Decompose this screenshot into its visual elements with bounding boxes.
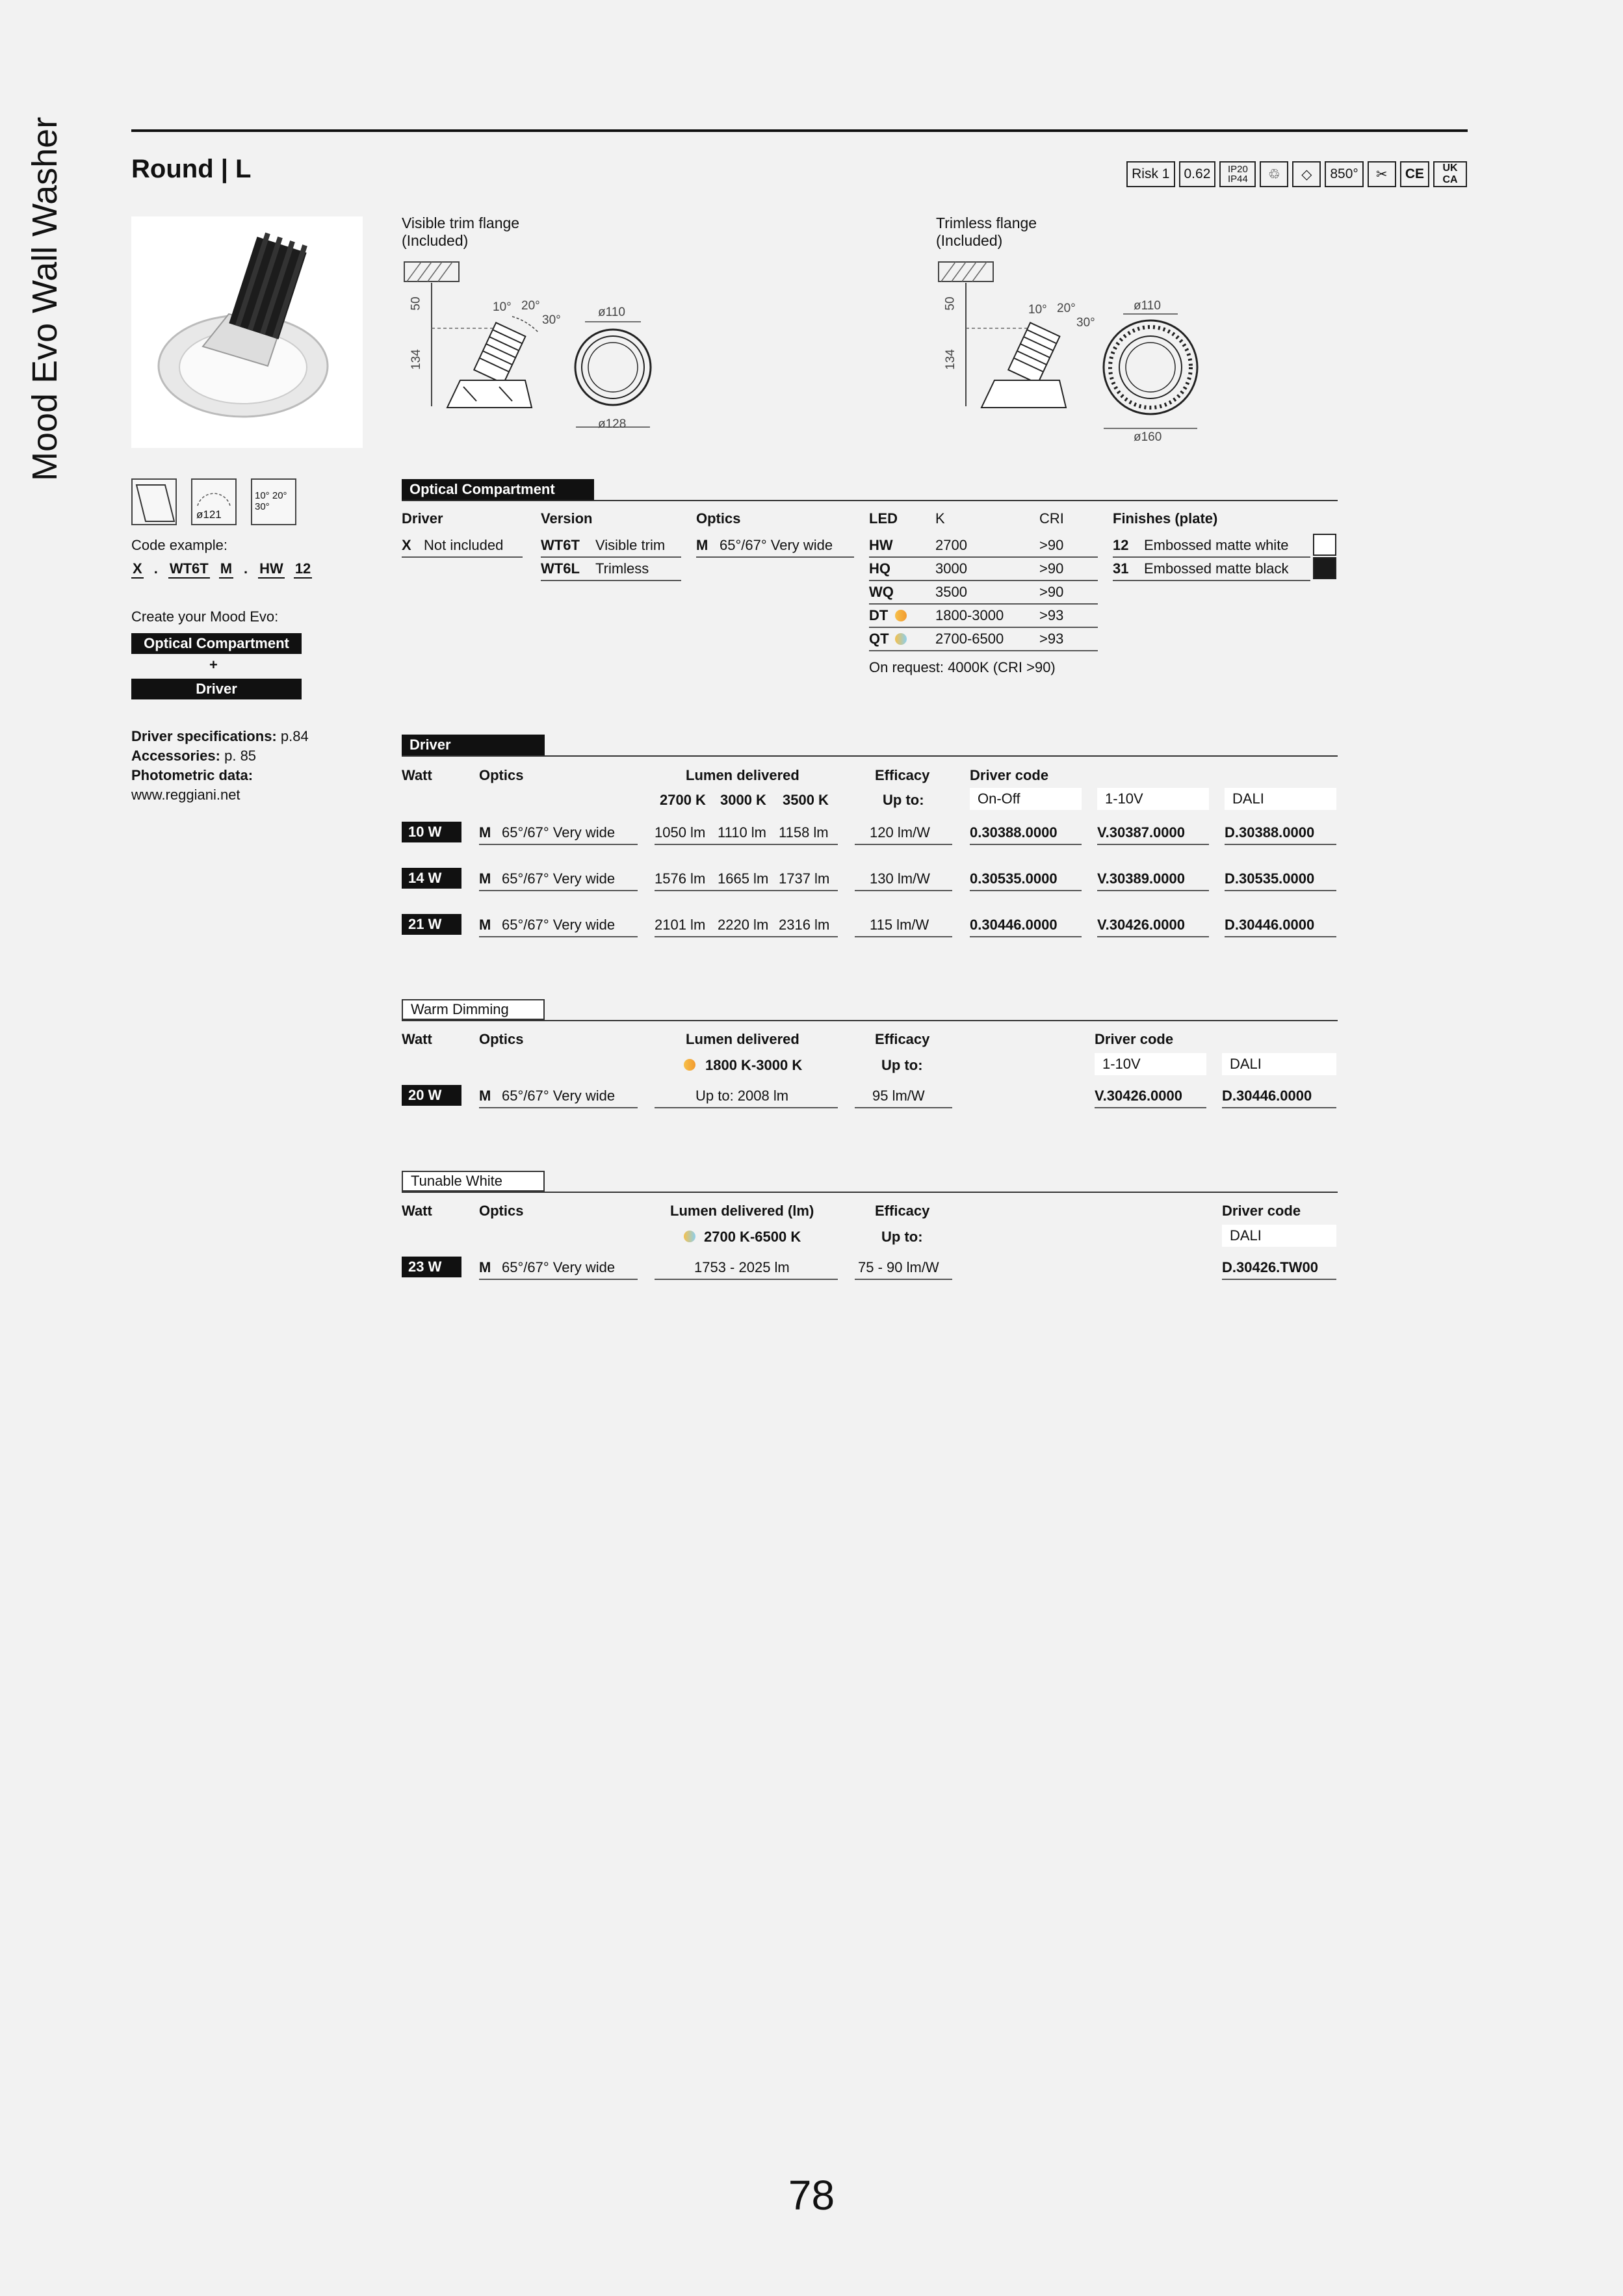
photometric-label: Photometric data: bbox=[131, 767, 253, 783]
tilt-label: 10° 20° 30° bbox=[255, 490, 287, 512]
efficacy: 130 lm/W bbox=[870, 870, 930, 887]
dali-header: DALI bbox=[1225, 788, 1336, 810]
col-cri: CRI bbox=[1039, 510, 1064, 527]
led-cri: >90 bbox=[1039, 560, 1064, 577]
tunable-white-icon bbox=[684, 1231, 695, 1242]
row-rule bbox=[855, 890, 952, 891]
section-rule bbox=[402, 1020, 1338, 1021]
row-rule bbox=[970, 936, 1082, 937]
code-1-10v: V.30389.0000 bbox=[1097, 870, 1185, 887]
no-disposal-icon: ✂ bbox=[1368, 161, 1396, 187]
code-part: HW bbox=[258, 560, 285, 579]
led-code: HQ bbox=[869, 560, 890, 577]
col-lumen: Lumen delivered bbox=[686, 767, 799, 783]
row-rule bbox=[970, 844, 1082, 845]
col-lumen: Lumen delivered (lm) bbox=[670, 1203, 814, 1219]
on-off-header: On-Off bbox=[970, 788, 1082, 810]
led-code: QT bbox=[869, 631, 889, 647]
version-code: WT6L bbox=[541, 560, 580, 577]
optics-code: M bbox=[696, 537, 708, 553]
row-rule bbox=[479, 1107, 638, 1108]
finish-code: 12 bbox=[1113, 537, 1129, 553]
driver-button[interactable]: Driver bbox=[131, 679, 302, 699]
led-k: 2700-6500 bbox=[935, 631, 1004, 647]
code-dot: . bbox=[153, 560, 158, 577]
row-rule bbox=[655, 844, 838, 845]
glow-wire-icon: 850° bbox=[1325, 161, 1363, 187]
row-rule bbox=[655, 890, 838, 891]
diameter-110-label: ø110 bbox=[598, 306, 625, 319]
row-rule bbox=[1097, 936, 1209, 937]
led-code: WQ bbox=[869, 584, 894, 600]
row-rule bbox=[541, 556, 681, 558]
led-k: 2700 bbox=[935, 537, 967, 553]
watt-badge: 21 W bbox=[402, 914, 461, 935]
col-optics: Optics bbox=[696, 510, 741, 527]
k-3000-header: 3000 K bbox=[720, 792, 766, 808]
row-rule bbox=[869, 627, 1098, 628]
lumen-3000: 1665 lm bbox=[718, 870, 769, 887]
row-rule bbox=[655, 1279, 838, 1280]
accessories-label: Accessories: bbox=[131, 748, 220, 764]
row-rule bbox=[655, 1107, 838, 1108]
driver-spec-label: Driver specifications: bbox=[131, 728, 277, 744]
cutout-icon bbox=[191, 478, 237, 525]
code-1-10v: V.30426.0000 bbox=[1095, 1088, 1182, 1104]
black-swatch bbox=[1313, 557, 1336, 579]
white-swatch bbox=[1313, 534, 1336, 556]
diameter-110-label: ø110 bbox=[1134, 299, 1161, 313]
watt-badge: 14 W bbox=[402, 868, 461, 889]
certification-icons bbox=[1126, 161, 1467, 187]
ce-icon: CE bbox=[1400, 161, 1429, 187]
row-rule bbox=[1225, 844, 1336, 845]
lumen-3500: 1737 lm bbox=[779, 870, 830, 887]
optics-code: M bbox=[479, 1088, 491, 1104]
warm-dimming-header: Warm Dimming bbox=[402, 999, 545, 1020]
tunable-white-header: Tunable White bbox=[402, 1171, 545, 1192]
up-to-header: Up to: bbox=[881, 1057, 923, 1073]
col-driver-code: Driver code bbox=[1222, 1203, 1301, 1219]
row-rule bbox=[541, 580, 681, 581]
row-rule bbox=[1097, 890, 1209, 891]
warm-range: 1800 K-3000 K bbox=[705, 1057, 803, 1073]
led-k: 1800-3000 bbox=[935, 607, 1004, 623]
watt-badge: 10 W bbox=[402, 822, 461, 842]
tunable-white-icon bbox=[895, 633, 907, 645]
col-optics: Optics bbox=[479, 1203, 524, 1219]
warm-dim-icon bbox=[684, 1059, 695, 1071]
row-rule bbox=[479, 890, 638, 891]
lumen-3000: 1110 lm bbox=[718, 824, 767, 841]
efficacy: 75 - 90 lm/W bbox=[858, 1259, 939, 1275]
lumen-3500: 1158 lm bbox=[779, 824, 829, 841]
col-watt: Watt bbox=[402, 1031, 432, 1047]
side-title: Mood Evo Wall Washer bbox=[25, 116, 64, 481]
height-134-label: 134 bbox=[943, 349, 957, 370]
code-dali: D.30446.0000 bbox=[1222, 1088, 1312, 1104]
row-rule bbox=[855, 1107, 952, 1108]
led-cri: >90 bbox=[1039, 537, 1064, 553]
diameter-160-label: ø160 bbox=[1134, 430, 1162, 444]
version-text: Visible trim bbox=[595, 537, 666, 553]
website-link[interactable]: www.reggiani.net bbox=[131, 787, 240, 803]
height-50-label: 50 bbox=[943, 296, 957, 311]
lumen-3000: 2220 lm bbox=[718, 917, 769, 933]
col-driver: Driver bbox=[402, 510, 443, 527]
col-lumen: Lumen delivered bbox=[686, 1031, 799, 1047]
optics-text: 65°/67° Very wide bbox=[502, 1088, 616, 1104]
led-k: 3500 bbox=[935, 584, 967, 600]
led-k: 3000 bbox=[935, 560, 967, 577]
col-driver-code: Driver code bbox=[1095, 1031, 1174, 1047]
cutout-label: ø121 bbox=[196, 508, 222, 521]
row-rule bbox=[855, 936, 952, 937]
top-rule bbox=[131, 129, 1468, 132]
product-photo bbox=[131, 216, 363, 448]
row-rule bbox=[869, 650, 1098, 651]
recessed-icon bbox=[131, 478, 177, 525]
optics-text: 65°/67° Very wide bbox=[502, 917, 616, 933]
col-watt: Watt bbox=[402, 1203, 432, 1219]
optics-code: M bbox=[479, 870, 491, 887]
code-example-label: Code example: bbox=[131, 537, 227, 553]
col-efficacy: Efficacy bbox=[875, 1031, 930, 1047]
k-2700-header: 2700 K bbox=[660, 792, 706, 808]
angle-20-label: 20° bbox=[521, 299, 540, 313]
col-efficacy: Efficacy bbox=[875, 767, 930, 783]
code-1-10v: V.30426.0000 bbox=[1097, 917, 1185, 933]
row-rule bbox=[1113, 580, 1310, 581]
optics-text: 65°/67° Very wide bbox=[502, 824, 616, 841]
driver-header: Driver bbox=[402, 735, 545, 755]
code-example bbox=[131, 560, 312, 579]
up-to-header: Up to: bbox=[881, 1229, 923, 1245]
row-rule bbox=[855, 1279, 952, 1280]
lumen-2700: 1576 lm bbox=[655, 870, 706, 887]
row-rule bbox=[869, 580, 1098, 581]
lumen-3500: 2316 lm bbox=[779, 917, 830, 933]
feature-icons bbox=[131, 478, 296, 525]
optics-code: M bbox=[479, 824, 491, 841]
code-on-off: 0.30535.0000 bbox=[970, 870, 1058, 887]
dali-header: DALI bbox=[1222, 1225, 1336, 1247]
col-k: K bbox=[935, 510, 945, 527]
optics-code: M bbox=[479, 1259, 491, 1275]
col-watt: Watt bbox=[402, 767, 432, 783]
ip-rating-icon: IP20 IP44 bbox=[1219, 161, 1256, 187]
row-rule bbox=[479, 1279, 638, 1280]
row-rule bbox=[402, 556, 523, 558]
col-optics: Optics bbox=[479, 1031, 524, 1047]
power-factor-icon: 0.62 bbox=[1179, 161, 1216, 187]
watt-badge: 23 W bbox=[402, 1257, 461, 1277]
row-rule bbox=[1095, 1107, 1206, 1108]
lumen-value: 1753 - 2025 lm bbox=[694, 1259, 790, 1275]
driver-spec-page[interactable]: p.84 bbox=[280, 728, 309, 744]
code-part: 12 bbox=[294, 560, 312, 579]
height-134-label: 134 bbox=[409, 349, 423, 370]
efficacy: 95 lm/W bbox=[872, 1088, 925, 1104]
code-on-off: 0.30388.0000 bbox=[970, 824, 1058, 841]
row-rule bbox=[855, 844, 952, 845]
plus-sign: + bbox=[209, 657, 218, 673]
driver-code: X bbox=[402, 537, 411, 553]
optics-text: 65°/67° Very wide bbox=[502, 1259, 616, 1275]
row-rule bbox=[479, 844, 638, 845]
dali-header: DALI bbox=[1222, 1053, 1336, 1075]
code-dali: D.30426.TW00 bbox=[1222, 1259, 1318, 1275]
accessories-page[interactable]: p. 85 bbox=[224, 748, 257, 764]
code-dali: D.30388.0000 bbox=[1225, 824, 1315, 841]
led-cri: >90 bbox=[1039, 584, 1064, 600]
col-finishes: Finishes (plate) bbox=[1113, 510, 1218, 527]
code-part: X bbox=[131, 560, 144, 579]
driver-text: Not included bbox=[424, 537, 504, 553]
code-1-10v: V.30387.0000 bbox=[1097, 824, 1185, 841]
code-part: M bbox=[219, 560, 233, 579]
code-dot: . bbox=[244, 560, 248, 577]
version-text: Trimless bbox=[595, 560, 649, 577]
col-version: Version bbox=[541, 510, 593, 527]
page-number: 78 bbox=[788, 2172, 835, 2219]
lumen-2700: 2101 lm bbox=[655, 917, 706, 933]
visible-trim-diagram bbox=[402, 257, 675, 445]
height-50-label: 50 bbox=[409, 296, 423, 311]
trimless-title: Trimless flange (Included) bbox=[936, 215, 1037, 249]
angle-30-label: 30° bbox=[542, 313, 561, 327]
angle-20-label: 20° bbox=[1057, 302, 1076, 315]
ukca-icon: UK CA bbox=[1433, 161, 1467, 187]
1-10v-header: 1-10V bbox=[1095, 1053, 1206, 1075]
row-rule bbox=[479, 936, 638, 937]
code-on-off: 0.30446.0000 bbox=[970, 917, 1058, 933]
reference-links bbox=[131, 727, 309, 805]
row-rule bbox=[1222, 1107, 1336, 1108]
row-rule bbox=[869, 603, 1098, 605]
warm-dim-icon bbox=[895, 610, 907, 621]
lumen-value: Up to: 2008 lm bbox=[695, 1088, 789, 1104]
led-cri: >93 bbox=[1039, 631, 1064, 647]
visible-trim-title: Visible trim flange (Included) bbox=[402, 215, 520, 249]
angle-30-label: 30° bbox=[1076, 316, 1095, 330]
optics-text: 65°/67° Very wide bbox=[502, 870, 616, 887]
finish-text: Embossed matte white bbox=[1144, 537, 1289, 553]
finish-code: 31 bbox=[1113, 560, 1129, 577]
recycle-icon: ♲ bbox=[1260, 161, 1288, 187]
section-rule bbox=[402, 1192, 1338, 1193]
section-rule bbox=[402, 755, 1338, 757]
efficacy: 120 lm/W bbox=[870, 824, 930, 841]
row-rule bbox=[1097, 844, 1209, 845]
led-code: DT bbox=[869, 607, 889, 623]
led-code: HW bbox=[869, 537, 893, 553]
risk-icon: Risk 1 bbox=[1126, 161, 1175, 187]
row-rule bbox=[1222, 1279, 1336, 1280]
tilt-icon bbox=[251, 478, 296, 525]
efficacy: 115 lm/W bbox=[870, 917, 929, 933]
col-led: LED bbox=[869, 510, 898, 527]
optics-code: M bbox=[479, 917, 491, 933]
lumen-2700: 1050 lm bbox=[655, 824, 706, 841]
finish-text: Embossed matte black bbox=[1144, 560, 1289, 577]
page-title: Round | L bbox=[131, 155, 252, 183]
1-10v-header: 1-10V bbox=[1097, 788, 1209, 810]
optics-text: 65°/67° Very wide bbox=[720, 537, 833, 553]
optical-compartment-button[interactable]: Optical Compartment bbox=[131, 633, 302, 654]
angle-10-label: 10° bbox=[1028, 303, 1047, 317]
code-dali: D.30446.0000 bbox=[1225, 917, 1315, 933]
angle-10-label: 10° bbox=[493, 300, 512, 314]
row-rule bbox=[1113, 556, 1310, 558]
section-rule bbox=[402, 500, 1338, 501]
col-efficacy: Efficacy bbox=[875, 1203, 930, 1219]
row-rule bbox=[1225, 936, 1336, 937]
create-label: Create your Mood Evo: bbox=[131, 608, 279, 625]
k-3500-header: 3500 K bbox=[783, 792, 829, 808]
row-rule bbox=[655, 936, 838, 937]
row-rule bbox=[970, 890, 1082, 891]
tunable-range: 2700 K-6500 K bbox=[704, 1229, 801, 1245]
code-dali: D.30535.0000 bbox=[1225, 870, 1315, 887]
row-rule bbox=[869, 556, 1098, 558]
code-part: WT6T bbox=[168, 560, 210, 579]
on-request-note: On request: 4000K (CRI >90) bbox=[869, 659, 1056, 675]
row-rule bbox=[1225, 890, 1336, 891]
col-optics: Optics bbox=[479, 767, 524, 783]
watt-badge: 20 W bbox=[402, 1085, 461, 1106]
row-rule bbox=[696, 556, 854, 558]
driver-icon: ◇ bbox=[1292, 161, 1321, 187]
trimless-diagram bbox=[936, 257, 1209, 445]
optical-header: Optical Compartment bbox=[402, 479, 594, 500]
version-code: WT6T bbox=[541, 537, 580, 553]
up-to-header: Up to: bbox=[883, 792, 924, 808]
led-cri: >93 bbox=[1039, 607, 1064, 623]
col-driver-code: Driver code bbox=[970, 767, 1049, 783]
diameter-128-label: ø128 bbox=[598, 417, 627, 431]
